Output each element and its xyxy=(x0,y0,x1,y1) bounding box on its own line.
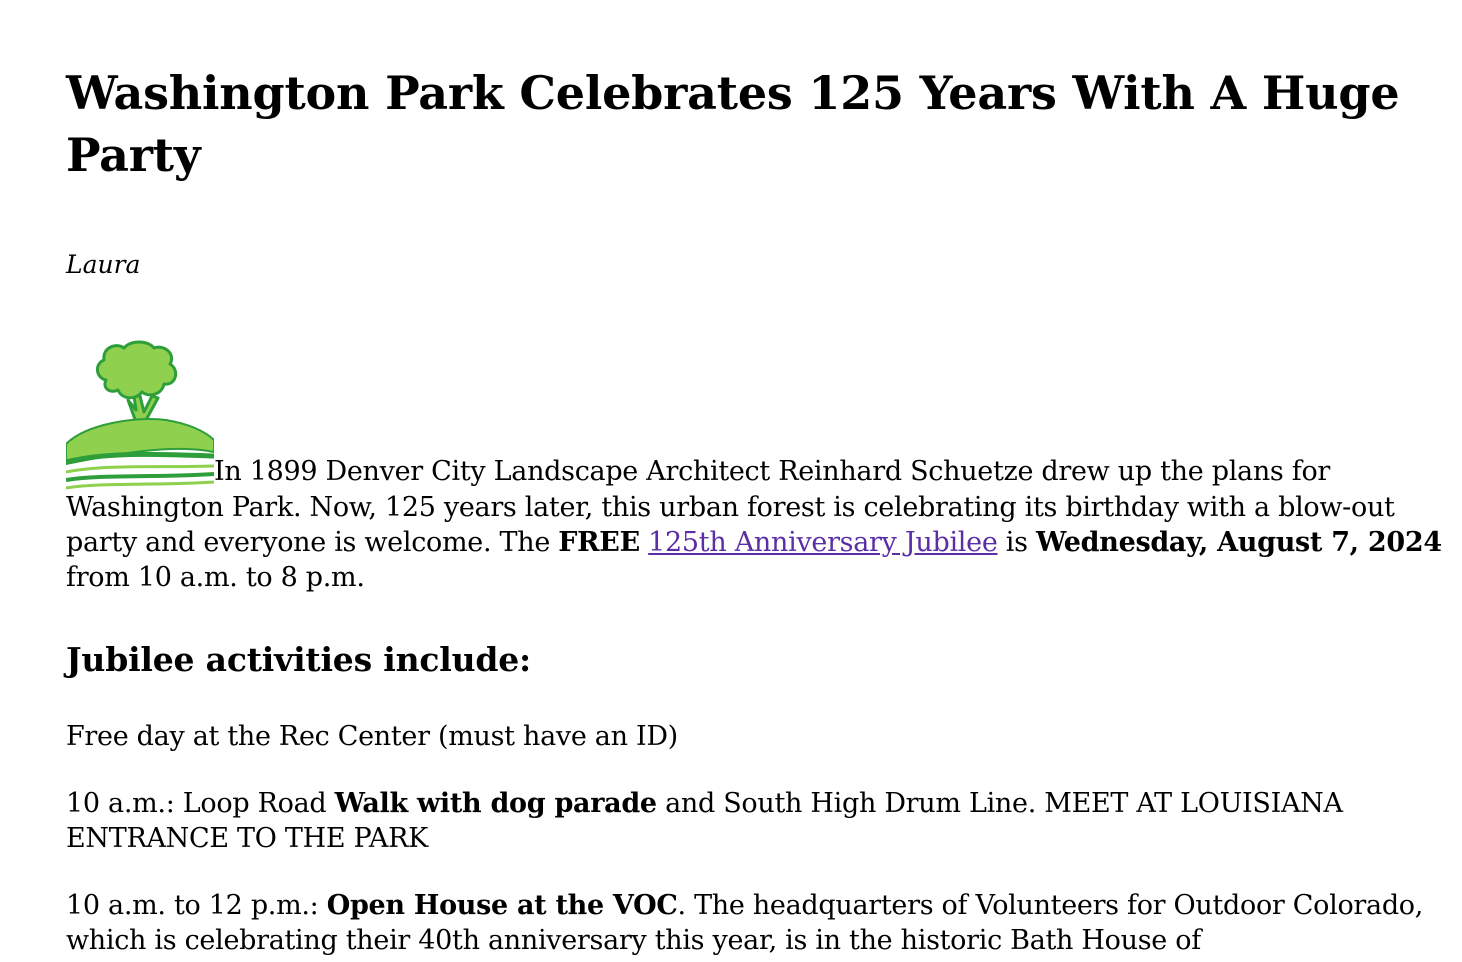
free-label: FREE xyxy=(558,527,640,558)
park-tree-logo-icon xyxy=(66,340,214,490)
intro-text-2: is xyxy=(997,527,1036,558)
activity-highlight: Open House at the VOC xyxy=(326,890,678,921)
activity-prefix: 10 a.m.: Loop Road xyxy=(66,788,335,819)
article-title: Washington Park Celebrates 125 Years With A Huge Party xyxy=(66,66,1400,182)
event-date: Wednesday, August 7, 2024 xyxy=(1035,527,1442,558)
intro-space xyxy=(640,527,648,558)
activity-suffix: and South High Drum Line. MEET AT LOUISIANA ENTRANCE TO THE PARK xyxy=(66,788,1343,854)
activity-item xyxy=(66,786,1446,856)
activity-item xyxy=(66,719,1446,754)
activity-item xyxy=(66,888,1446,958)
activity-prefix: 10 a.m. to 12 p.m.: xyxy=(66,890,327,921)
author-name: Laura xyxy=(66,250,141,279)
jubilee-link[interactable]: 125th Anniversary Jubilee xyxy=(648,527,998,558)
intro-paragraph xyxy=(66,340,1446,595)
activity-highlight: Walk with dog parade xyxy=(334,788,657,819)
activity-text: Free day at the Rec Center (must have an ID) xyxy=(66,721,678,752)
intro-text-3: from 10 a.m. to 8 p.m. xyxy=(66,562,365,593)
activities-heading: Jubilee activities include: xyxy=(66,640,532,679)
activity-suffix: . The headquarters of Volunteers for Outdoor Colorado, which is celebrating their 40th anniversary this year, is in the historic Bath House of xyxy=(66,890,1424,956)
intro-text-1: In 1899 Denver City Landscape Architect Reinhard Schuetze drew up the plans for Washington Park. Now, 125 years later, this urban forest is celebrating its birthday with a blow-out party and everyone is welcome. The xyxy=(66,456,1395,558)
